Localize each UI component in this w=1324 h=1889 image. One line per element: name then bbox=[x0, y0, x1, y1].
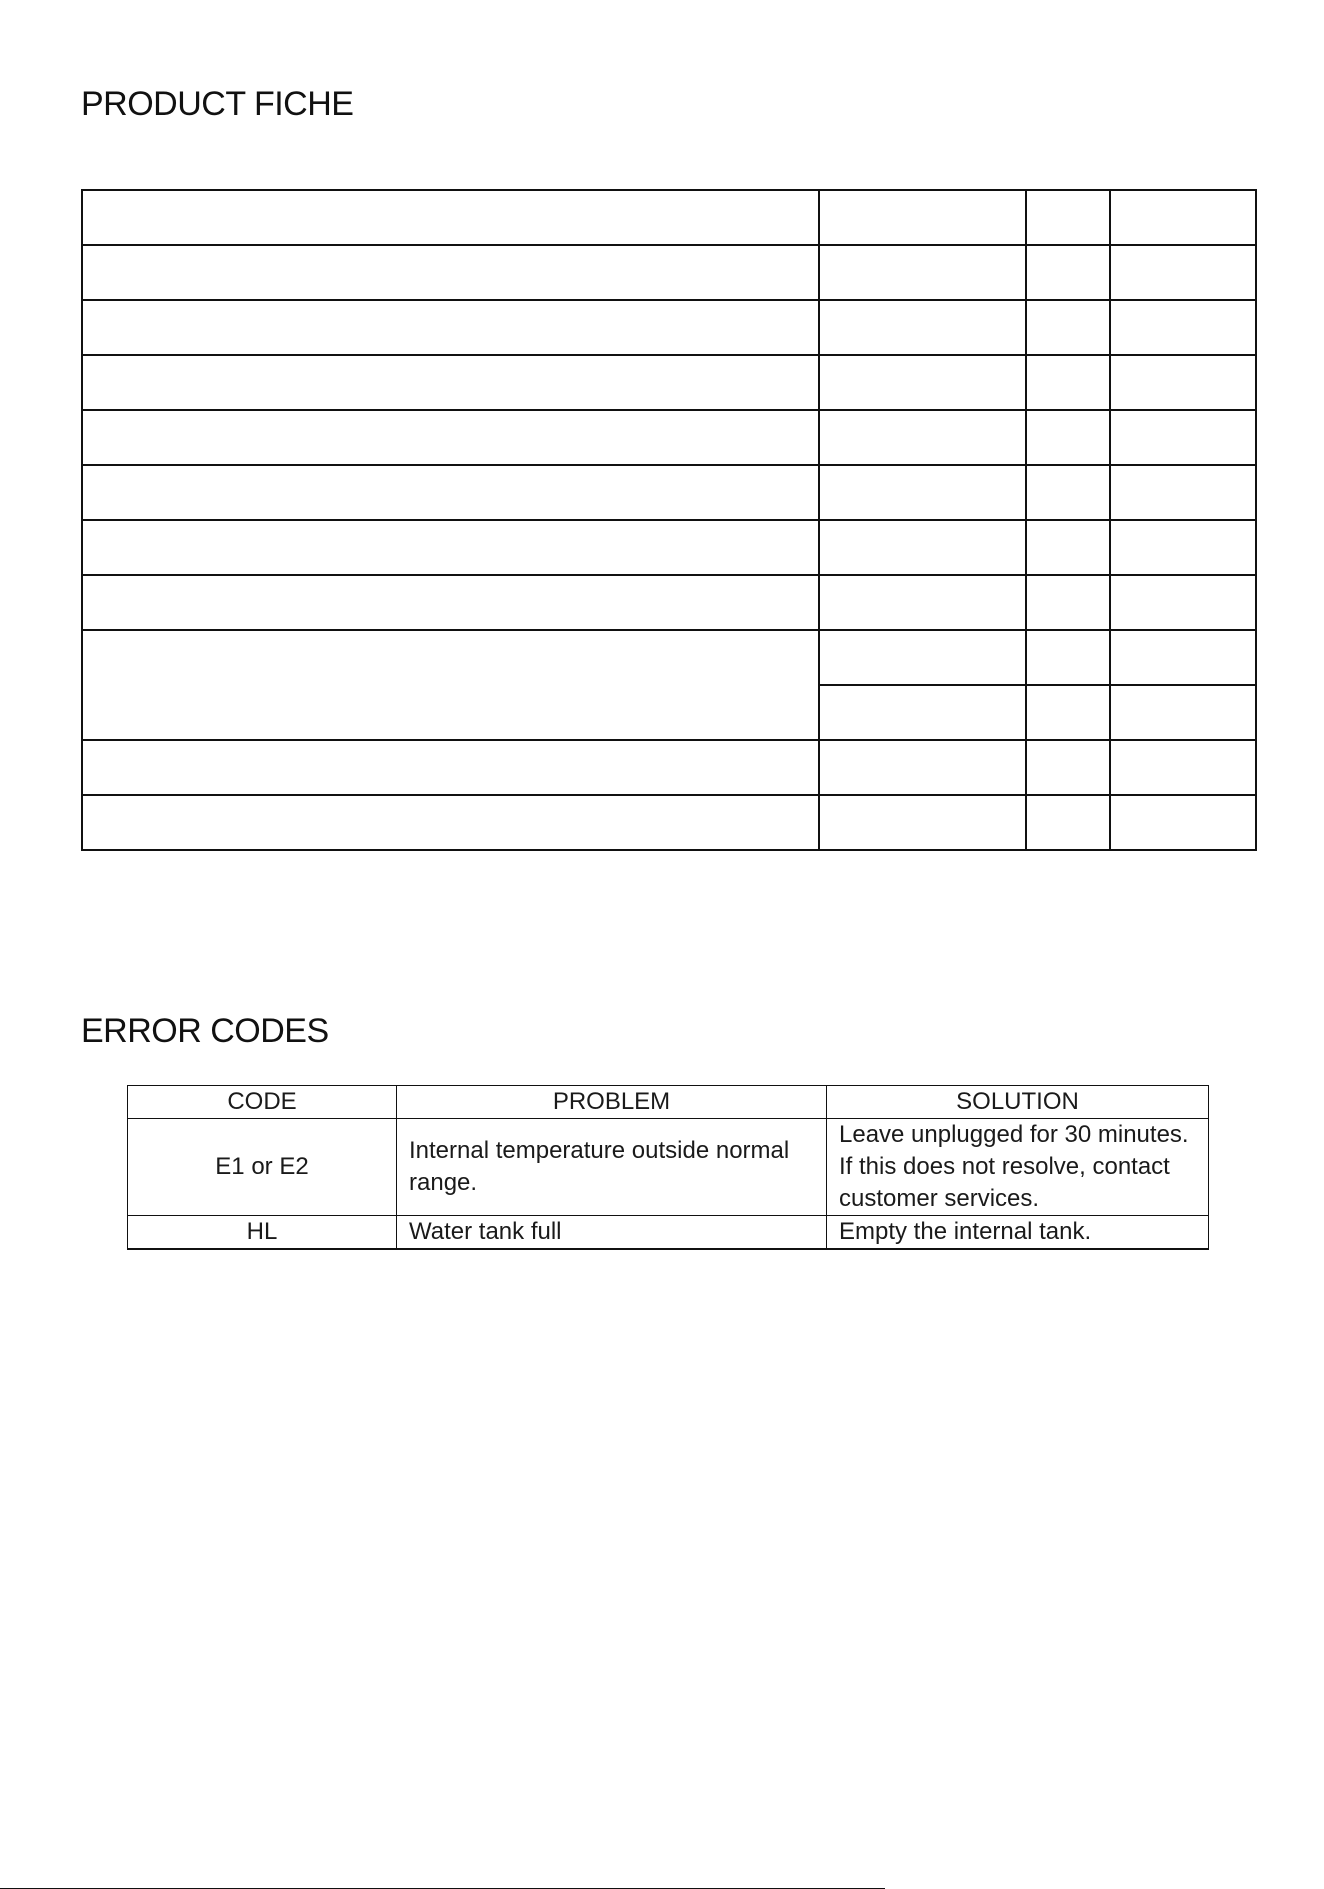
product-fiche-table bbox=[81, 189, 1257, 851]
table-row bbox=[82, 575, 1256, 630]
table-row bbox=[82, 245, 1256, 300]
table-cell bbox=[82, 190, 819, 245]
table-cell bbox=[819, 630, 1026, 685]
table-cell bbox=[819, 795, 1026, 850]
table-cell bbox=[819, 465, 1026, 520]
table-cell bbox=[82, 520, 819, 575]
table-row bbox=[82, 740, 1256, 795]
table-cell bbox=[1026, 355, 1110, 410]
table-cell bbox=[1110, 190, 1256, 245]
table-cell bbox=[819, 685, 1026, 740]
table-cell bbox=[1110, 245, 1256, 300]
table-cell bbox=[1026, 190, 1110, 245]
error-codes-heading: ERROR CODES bbox=[81, 1012, 329, 1050]
table-row bbox=[128, 1216, 1209, 1250]
error-code-cell: HL bbox=[128, 1216, 397, 1250]
table-cell bbox=[1026, 465, 1110, 520]
table-cell bbox=[1026, 300, 1110, 355]
table-row bbox=[82, 190, 1256, 245]
table-cell bbox=[1110, 520, 1256, 575]
table-row bbox=[82, 410, 1256, 465]
table-row bbox=[82, 520, 1256, 575]
table-cell bbox=[1110, 685, 1256, 740]
table-cell bbox=[1026, 410, 1110, 465]
error-problem-cell: Internal temperature outside normal range. bbox=[397, 1119, 827, 1216]
error-problem-cell: Water tank full bbox=[397, 1216, 827, 1250]
table-cell bbox=[819, 520, 1026, 575]
table-cell bbox=[1026, 795, 1110, 850]
table-cell bbox=[1110, 300, 1256, 355]
table-cell bbox=[1026, 740, 1110, 795]
column-header-problem: PROBLEM bbox=[397, 1086, 827, 1119]
table-cell bbox=[82, 410, 819, 465]
table-cell bbox=[82, 300, 819, 355]
error-codes-table bbox=[127, 1085, 1209, 1250]
table-cell bbox=[819, 410, 1026, 465]
column-header-code: CODE bbox=[128, 1086, 397, 1119]
table-cell bbox=[82, 465, 819, 520]
table-row bbox=[82, 465, 1256, 520]
table-cell bbox=[1110, 630, 1256, 685]
table-cell bbox=[819, 575, 1026, 630]
table-cell bbox=[1026, 245, 1110, 300]
table-cell bbox=[1026, 575, 1110, 630]
table-header-row bbox=[128, 1086, 1209, 1119]
table-row bbox=[82, 630, 1256, 685]
table-cell bbox=[819, 300, 1026, 355]
table-cell bbox=[1110, 795, 1256, 850]
table-row bbox=[128, 1119, 1209, 1216]
table-cell bbox=[82, 740, 819, 795]
table-cell bbox=[82, 355, 819, 410]
table-cell bbox=[1110, 410, 1256, 465]
error-code-cell: E1 or E2 bbox=[128, 1119, 397, 1216]
table-cell bbox=[1110, 355, 1256, 410]
column-header-solution: SOLUTION bbox=[827, 1086, 1209, 1119]
table-cell bbox=[1110, 740, 1256, 795]
table-cell bbox=[1026, 630, 1110, 685]
table-row bbox=[82, 355, 1256, 410]
table-cell bbox=[819, 245, 1026, 300]
table-cell bbox=[819, 740, 1026, 795]
table-cell bbox=[82, 630, 819, 740]
table-row bbox=[82, 300, 1256, 355]
table-cell bbox=[82, 245, 819, 300]
table-cell bbox=[819, 355, 1026, 410]
table-cell bbox=[82, 795, 819, 850]
table-cell bbox=[1026, 520, 1110, 575]
table-cell bbox=[1026, 685, 1110, 740]
table-cell bbox=[82, 575, 819, 630]
table-row bbox=[82, 795, 1256, 850]
table-cell bbox=[1110, 575, 1256, 630]
error-solution-cell: Leave unplugged for 30 minutes. If this does not resolve, contact customer services. bbox=[827, 1119, 1209, 1216]
product-fiche-heading: PRODUCT FICHE bbox=[81, 85, 354, 123]
table-cell bbox=[819, 190, 1026, 245]
error-solution-cell: Empty the internal tank. bbox=[827, 1216, 1209, 1250]
table-cell bbox=[1110, 465, 1256, 520]
